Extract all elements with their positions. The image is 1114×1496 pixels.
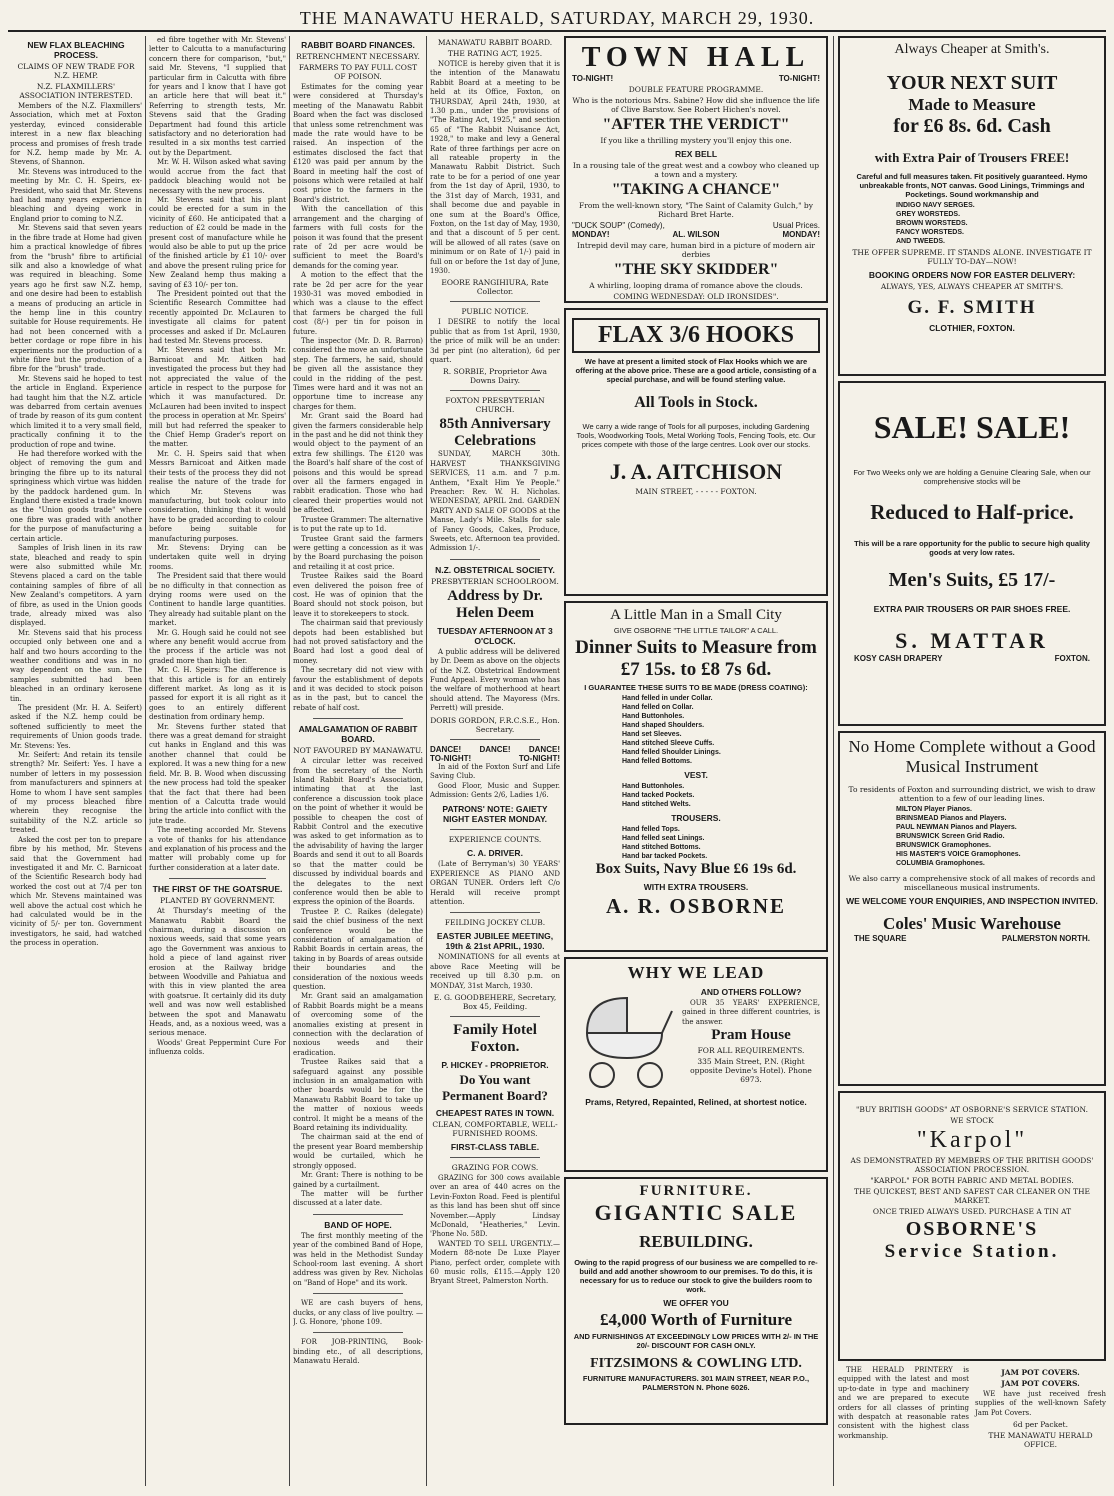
programme-label: DOUBLE FEATURE PROGRAMME. <box>628 85 764 94</box>
notice-signature: DORIS GORDON, F.R.C.S.E., Hon. Secretary. <box>430 715 560 734</box>
why-we-lead: WHY WE LEAD <box>627 963 765 982</box>
feature-item: Hand stitched Bottoms. <box>622 844 701 851</box>
feature-item: Hand tacked Pockets. <box>622 792 695 799</box>
cloth-item: BROWN WORSTEDS. <box>896 220 968 227</box>
service-station: Service Station. <box>884 1241 1060 1262</box>
article-paragraph: The secretary did not view with favour the establishment of depots and it was decided to stock poison as in the past, but to cancel the rebate of half cost. <box>293 666 423 712</box>
article-paragraph: The first monthly meeting of the year of the combined Band of Hope, was held in the Methodist Sunday School-room last evening. A short address was given by Rev. Nicholas on "Band of Hope" and its work. <box>293 1231 423 1287</box>
ad-text: OUR 35 YEARS' EXPERIENCE, gained in three different countries, is the answer. <box>682 999 820 1026</box>
notice-text: WANTED TO SELL URGENTLY.—Modern 88-note De Luxe Player Piano, perfect order, complete with 60 music rolls, £115.—Apply 120 Bryant Street, Palmerston North. <box>430 1239 560 1286</box>
printery-notice <box>838 1366 969 1451</box>
tools-title: All Tools in Stock. <box>634 394 758 411</box>
article-subheading: FARMERS TO PAY FULL COST OF POISON. <box>298 63 418 81</box>
article-heading: THE FIRST OF THE GOATSRUE. <box>152 884 283 895</box>
divider <box>450 559 540 560</box>
instrument-item: PAUL NEWMAN Pianos and Players. <box>896 824 1017 831</box>
advertiser-address: FURNITURE MANUFACTURERS. 301 MAIN STREET, NEAR P.O., PALMERSTON N. Phone 6026. <box>582 1374 810 1392</box>
article-paragraph: The matter will be further discussed at a later date. <box>293 1189 423 1208</box>
ad-text: WE WELCOME YOUR ENQUIRIES, AND INSPECTION INVITED. <box>846 896 1098 906</box>
jam-text: WE have just received fresh supplies of the well-known Safety Jam Pot Covers. <box>975 1390 1106 1417</box>
board-table: FIRST-CLASS TABLE. <box>450 1141 540 1152</box>
dance-header <box>430 745 560 754</box>
notice-signature: R. SORBIE, Proprietor Awa Downs Dairy. <box>443 367 547 386</box>
hotel-proprietor: P. HICKEY - PROPRIETOR. <box>441 1059 549 1070</box>
column-divider <box>145 36 146 1486</box>
advertiser-name: A. R. OSBORNE <box>605 894 787 918</box>
divider <box>450 1157 540 1158</box>
furniture-worth: £4,000 Worth of Furniture <box>599 1310 793 1329</box>
article-paragraph: Mr. Stevens said that seven years in the fibre trade at Home had given him a practical knowledge of fibres from the "brush" fibre to artificial silk and also a knowledge of what was required in bleaching. Some years ago he first saw N.Z. hemp, and one desire had been to establish a means of producing an article in the hemp line in this country suitable for House requirements. He had not been concerned with a better cordage or rope fibre in his experiments nor the production of a white fibre but the production of a fibre for the "brush" trade. <box>10 224 142 374</box>
article-paragraph: Mr. C. H. Speirs: The difference is that this article is for an entirely different market. As long as it is passed for export it is all right as it goes to an entirely different destination from ordinary hemp. <box>149 666 286 722</box>
film-description: A whirling, looping drama of romance above the clouds. <box>589 281 803 290</box>
dinner-suits: Dinner Suits to Measure from £7 15s. to £8 7s 6d. <box>575 637 817 680</box>
masthead: THE MANAWATU HERALD, SATURDAY, MARCH 29, 1930. <box>299 8 815 28</box>
article-paragraph: A motion to the effect that the rate be 2d per acre for the year 1930-31 was moved embodied in which was a clause to the effect that farmers be charged the full cost (8/-) per tin for poison in future. <box>293 271 423 336</box>
suit-price: for £6 8s. 6d. Cash <box>893 115 1051 137</box>
herald-office: THE MANAWATU HERALD OFFICE. <box>988 1431 1093 1450</box>
notice-subheading: THE RATING ACT, 1925. <box>447 49 543 58</box>
advertiser-name: J. A. AITCHISON <box>609 459 783 484</box>
monday-label: MONDAY! <box>572 230 610 239</box>
address-title: Address by Dr. Helen Deem <box>447 587 543 621</box>
article-paragraph: Mr. Stevens said that his process occupied only between one and a half and two hours according to the weather conditions and was in no way dependent on the sun. The samples submitted had been bleached in an ordinary kerosene tin. <box>10 628 142 703</box>
instrument-item: BRUNSWICK Screen Grid Radio. <box>896 833 1005 840</box>
article-paragraph: A circular letter was received from the secretary of the North Island Rabbit Board's Association, intimating that at the last conference a discussion took place on the point of whether it would be possible to cheapen the cost of Rabbit Control and the executive was asked to get information as to the advisability of having the larger Boards and send it out to all Boards so that the matter could be discussed by individual boards and the delegates to the next conference would then be able to express the opinion of the Boards. <box>293 757 423 907</box>
column-divider <box>833 36 834 1486</box>
ad-text: BOOKING ORDERS NOW FOR EASTER DELIVERY: <box>868 270 1076 280</box>
article-paragraph: Mr. Grant: There is nothing to be gained by a curtailment. <box>293 1171 423 1189</box>
store-location: THE SQUARE <box>854 934 907 943</box>
column-4 <box>430 36 560 1486</box>
trouser-features <box>572 825 820 861</box>
divider <box>450 1016 540 1017</box>
cloth-item: FANCY WORSTEDS. <box>896 229 964 236</box>
notice-time: TUESDAY AFTERNOON AT 3 O'CLOCK. <box>437 625 553 646</box>
tonight-label: TO-NIGHT! <box>518 753 560 763</box>
coming-attraction: COMING WEDNESDAY: OLD IRONSIDES". <box>613 292 779 301</box>
ad-text: We carry a wide range of Tools for all purposes, including Gardening Tools, Woodworking Tools, Metal Working Tools, Fencing Tools, etc. Our prices compete with those of the large centres. Look over our stocks. <box>576 422 816 449</box>
notice-text: Good Floor, Music and Supper. Admission: Gents 2/6, Ladies 1/6. <box>430 781 560 799</box>
instrument-item: COLUMBIA Gramophones. <box>896 860 985 867</box>
feature-item: Hand felled in under Collar. <box>622 695 713 702</box>
ad-tagline: Always Cheaper at Smith's. <box>894 42 1050 57</box>
article-paragraph: Members of the N.Z. Flaxmillers' Association, which met at Foxton yesterday, evinced considerable interest in a new flax bleaching process and promises of fresh trade for N.Z. hemp made by Mr. A. Stevens, of Shannon. <box>10 102 142 167</box>
ad-text: For Two Weeks only we are holding a Genuine Clearing Sale, when our comprehensive stocks will be <box>853 468 1091 486</box>
ad-text: AS DEMONSTRATED BY MEMBERS OF THE BRITISH GOODS' ASSOCIATION PROCESSION. <box>850 1156 1094 1174</box>
store-town: FOXTON. <box>1054 654 1090 663</box>
box-suits: Box Suits, Navy Blue £6 19s 6d. <box>595 861 797 877</box>
flax-hooks-title: FLAX 3/6 HOOKS <box>572 318 820 353</box>
instrument-item: HIS MASTER'S VOICE Gramophones. <box>896 851 1021 858</box>
ad-text: Prams, Retyred, Repainted, Relined, at shortest notice. <box>585 1097 807 1107</box>
film-title: "TAKING A CHANCE" <box>611 181 781 198</box>
actor-name: AL. WILSON <box>672 230 720 239</box>
notice-heading: PUBLIC NOTICE. <box>461 307 529 317</box>
ad-text: We also carry a comprehensive stock of all makes of records and miscellaneous musical instruments. <box>848 874 1096 892</box>
notice-text: NOMINATIONS for all events at above Race Meeting will be received up till 8.30 p.m. on MONDAY, 31st March, 1930. <box>430 953 560 990</box>
notice-text: NOTICE is hereby given that it is the intention of the Manawatu Rabbit Board at a meeting to be held at its Office, Foxton, on THURSDAY, April 24th, 1930, at 1.30 p.m., under the provisions of "The Rating Act, 1925," and section 65 of "The Rabbit Nuisance Act, 1928," to make and levy a General Rate of three farthings per acre on all rateable property in the Manawatu Rabbit District. Such rate to be for a period of one year from the 1st day of April, 1930, to the 31st day of March, 1931, and shall become due and payable in one sum at the Board's Office, Foxton, on the 1st day of May, 1930, and that a discount of 5 per cent. will be allowed of all rates (save on minimum or on Rate of 1/-) paid in full on or before the 1st day of June, 1930. <box>430 60 560 275</box>
pram-house-ad <box>564 957 828 1172</box>
ad-text: Owing to the rapid progress of our business we are compelled to re-build and add another showroom to our premises. To do this, it is necessary for us to reduce our stock to give the builders room to work. <box>574 1258 818 1294</box>
karpol-ad <box>838 1091 1106 1361</box>
notice-text: SUNDAY, MARCH 30th. HARVEST THANKSGIVING SERVICES, 11 a.m. and 7 p.m. Anthem, "Exalt Him Ye People." Preacher: Rev. W. H. Nicholas. WEDNESDAY, APRIL 2nd. GARDEN PARTY AND SALE OF GOODS at the Manse, Lady's Mile. Stalls for sale of Fancy Goods, Cakes, Produce, Sweets, etc. Afternoon tea provided. Admission 1/-. <box>430 450 560 553</box>
article-paragraph: With the cancellation of this arrangement and the charging of farmers with full costs for the poison it was found that the present rate of 2d per acre would be sufficient to meet the Board's demands for the coming year. <box>293 205 423 270</box>
driver-name: C. A. DRIVER. <box>467 848 523 859</box>
divider <box>450 829 540 830</box>
gigantic-sale: GIGANTIC SALE <box>594 1200 798 1225</box>
feature-item: Hand felled seat Linings. <box>622 835 705 842</box>
board-rooms: CLEAN, COMFORTABLE, WELL-FURNISHED ROOMS. <box>432 1119 558 1138</box>
article-paragraph: The chairman said at the end of the present year Board membership would be curtailed, which he strongly opposed. <box>293 1133 423 1170</box>
article-paragraph: The inspector (Mr. D. R. Barron) considered the move an unfortunate step. The farmers, he said, should be given all the assistance they could in the ridding of the pest. Times were hard and it was not an opportune time to increase any charges for them. <box>293 336 423 411</box>
ad-text: AND FURNISHINGS AT EXCEEDINGLY LOW PRICES WITH 2/- IN THE 20/- DISCOUNT FOR CASH ONLY. <box>573 1332 819 1350</box>
feature-item: Hand felled on Collar. <box>622 704 694 711</box>
divider <box>313 718 403 719</box>
dance-label: DANCE! <box>528 744 560 754</box>
board-title: Do You want Permanent Board? <box>442 1071 548 1103</box>
ad-text: WE OFFER YOU <box>663 1298 729 1308</box>
suit-subline: Made to Measure <box>908 95 1036 114</box>
vest-features <box>572 782 820 809</box>
divider <box>450 301 540 302</box>
advertiser-name: S. MATTAR <box>895 628 1049 653</box>
divider <box>313 1332 403 1333</box>
ad-text: FOR ALL REQUIREMENTS. <box>697 1046 805 1056</box>
rebuilding: REBUILDING. <box>639 1232 753 1251</box>
article-heading: AMALGAMATION OF RABBIT BOARD. <box>298 724 418 745</box>
cloth-list <box>846 201 1098 246</box>
ad-text: Careful and full measures taken. Fit positively guaranteed. Hymo unbreakable fronts, NOT canvas. Good Linings, Trimmings and Pocketings. Sound workmanship and <box>856 172 1088 199</box>
furniture-sale-ad <box>564 1177 828 1425</box>
divider <box>450 390 540 391</box>
bottom-notices <box>838 1366 1106 1451</box>
article-paragraph: Mr. W. H. Wilson asked what saving would accrue from the fact that paddock bleaching would not be necessary with the new process. <box>149 158 286 195</box>
actor-name: REX BELL <box>674 149 718 159</box>
notice-text: I DESIRE to notify the local public that as from 1st April, 1930, the price of milk will be an under: 3d per pint (no alteration), 6d per quart. <box>430 318 560 364</box>
notice-subheading: PRESBYTERIAN SCHOOLROOM. <box>431 576 559 586</box>
classified-ad: FOR JOB-PRINTING, Book-binding etc., of all descriptions, Manawatu Herald. <box>293 1338 423 1366</box>
feature-item: Hand stitched Sleeve Cuffs. <box>622 740 715 747</box>
divider <box>313 1293 403 1294</box>
vest-label: VEST. <box>684 770 708 780</box>
article-paragraph: At Thursday's meeting of the Manawatu Rabbit Board the chairman, during a discussion on noxious weeds, said that some years ago the Government was anxious to hold a piece of land against river erosion at the Railway bridge between Woodville and Pahiatua and with this in view planted the area with goatsrue. It certainly did its duty well and was now well established between the spot and Manawatu Heads, and, as a noxious weed, was a serious menace. <box>149 907 286 1038</box>
article-heading: RABBIT BOARD FINANCES. <box>301 40 415 50</box>
prices-label: Usual Prices. <box>772 221 820 230</box>
article-paragraph: The President pointed out that the Scientific Research Committee had recently appointed Dr. McLauren to investigate all claims for patent processes and asked if Dr. McLauren had tested Mr. Stevens process. <box>149 289 286 345</box>
coles-music-ad <box>838 731 1106 1086</box>
pram-illustration-icon <box>572 983 682 1093</box>
article-paragraph: Trustee Raikes said that a safeguard against any possible inclusion in an amalgamation with other boards would be for the Manawatu Rabbit Board to take up the matter of noxious weeds control. It might be a means of the Board retaining its individuality. <box>293 1058 423 1133</box>
comedy-title: "DUCK SOUP" (Comedy), <box>572 221 665 230</box>
column-2 <box>149 36 286 1486</box>
classified-ad: WE are cash buyers of hens, ducks, or any class of live poultry. —J. G. Honore, 'phone 109. <box>293 1299 423 1326</box>
patrons-note: PATRONS' NOTE: GAIETY NIGHT EASTER MONDAY. <box>442 804 548 825</box>
notice-heading: MANAWATU RABBIT BOARD. <box>437 38 553 47</box>
advertiser-address: 335 Main Street, P.N. (Right opposite Devine's Hotel). Phone 6973. <box>690 1057 812 1085</box>
jam-heading: JAM POT COVERS. <box>1001 1379 1080 1388</box>
feature-item: Hand bar tacked Pockets. <box>622 853 708 860</box>
notice-text: (Late of Berryman's) 30 YEARS' EXPERIENCE AS PIANO AND ORGAN TUNER. Orders left C/o Herald will receive prompt attention. <box>430 860 560 906</box>
guarantee-text: I GUARANTEE THESE SUITS TO BE MADE (DRESS COATING): <box>584 683 808 692</box>
feature-item: Hand stitched Welts. <box>622 801 691 808</box>
ad-text: This will be a rare opportunity for the public to secure high quality goods at very low rates. <box>854 539 1090 557</box>
notice-heading: EXPERIENCE COUNTS. <box>448 835 542 845</box>
instrument-list <box>846 805 1098 868</box>
store-town: PALMERSTON NORTH. <box>1001 934 1090 943</box>
advertiser-name: G. F. SMITH <box>907 297 1037 318</box>
dance-label: DANCE! <box>479 744 511 754</box>
article-paragraph: Mr. G. Hough said he could not see where any benefit would accrue from the process if the article was not graded more than high tier. <box>149 628 286 665</box>
article-paragraph: ed fibre together with Mr. Stevens' letter to Calcutta to a manufacturing concern there for comparison, "but," said Mr. Stevens, "I supplied that particular firm in Calcutta with fibre for years and I know that I have got an article here that will beat it." Referring to strength tests, Mr. Stevens said that the Grading Department had found this article satisfactory and no deterioration had resulted in a six months test carried out by the Department. <box>149 36 286 157</box>
sale-headline: SALE! SALE! <box>873 409 1071 445</box>
advertiser-address: CLOTHIER, FOXTON. <box>929 323 1015 333</box>
article-heading: BAND OF HOPE. <box>324 1219 392 1230</box>
furniture-label: FURNITURE. <box>639 1183 753 1199</box>
article-subheading: PLANTED BY GOVERNMENT. <box>160 896 275 906</box>
column-5 <box>564 36 828 1486</box>
feature-item: Hand Buttonholes. <box>622 713 685 720</box>
music-headline: No Home Complete without a Good Musical Instrument <box>848 737 1096 776</box>
article-paragraph: Mr. Stevens was introduced to the meeting by Mr. C. H. Speirs, ex-President, who said that Mr. Stevens had had many years experience in bleaching and dyeing work in England prior to coming to N.Z. <box>10 167 142 223</box>
ad-text: We have at present a limited stock of Flax Hooks which we are offering at the above price. These are a good article, consisting of a special purchase, and will be found sterling value. <box>575 357 817 384</box>
trousers-label: TROUSERS. <box>671 813 721 823</box>
instrument-item: MILTON Player Pianos. <box>896 806 972 813</box>
film-description: If you like a thrilling mystery you'll enjoy this one. <box>600 136 792 145</box>
advertiser-name: OSBORNE'S <box>905 1218 1039 1240</box>
feature-item: Hand Buttonholes. <box>622 783 685 790</box>
notice-text: GRAZING for 300 cows available over an area of 440 acres on the Levin-Foxton Road. Feed is plentiful as this land has been shut off since November.—Apply Lindsay McDonald, "Heatheries," Levin. 'Phone No. 58D. <box>430 1173 560 1239</box>
feature-item: Hand felled Tops. <box>622 826 680 833</box>
article-paragraph: Mr. Stevens said he hoped to test the article in England. Experience had taught him that the N.Z. article was debarred from certain avenues of trade by reason of its gum content which limited it to a very small field, practically confining it to the production of rope and twine. <box>10 374 142 449</box>
notice-text: A public address will be delivered by Dr. Deem as above on the objects of the N.Z. Obstetrical Endowment Fund Appeal. Every woman who has the welfare of motherhood at heart should attend. The Mayoress (Mrs. Perrett) will preside. <box>430 647 560 713</box>
feature-item: Hand felled Shoulder Linings. <box>622 749 721 756</box>
notice-heading: FOXTON PRESBYTERIAN CHURCH. <box>445 396 545 415</box>
film-description: In a rousing tale of the great west and a cowboy who cleaned up a town and a mystery. <box>572 161 820 179</box>
masthead-rule <box>8 30 1106 32</box>
film-description: Who is the notorious Mrs. Sabine? How did she influence the life of Clive Barstow. See Robert Hichen's novel. <box>572 96 820 114</box>
instrument-item: BRUNSWICK Gramophones. <box>896 842 991 849</box>
ad-text: THE OFFER SUPREME. IT STANDS ALONE. INVESTIGATE IT FULLY TO-DAY—NOW! <box>852 248 1092 266</box>
divider <box>169 878 266 879</box>
advertiser-address <box>846 654 1098 663</box>
anniversary-title: 85th Anniversary Celebrations <box>439 416 551 450</box>
trousers-free: with Extra Pair of Trousers FREE! <box>874 150 1070 165</box>
monday-row <box>572 230 820 239</box>
ad-text: ALWAYS, YES, ALWAYS CHEAPER AT SMITH'S. <box>880 282 1064 291</box>
column-6 <box>838 36 1106 1486</box>
advertiser-address <box>846 934 1098 943</box>
flax-hooks-ad <box>564 308 828 596</box>
article-subheading: NOT FAVOURED BY MANAWATU. <box>293 746 423 756</box>
ad-text: To residents of Foxton and surrounding district, we wish to draw attention to a few of our leading lines. <box>848 785 1096 803</box>
coat-features <box>572 694 820 766</box>
ad-text: WE STOCK <box>950 1116 994 1125</box>
reduced-headline: Reduced to Half-price. <box>870 500 1074 524</box>
town-hall-ad <box>564 36 828 303</box>
tonight-label: TO-NIGHT! <box>430 753 472 763</box>
article-paragraph: Estimates for the coming year were considered at Thursday's meeting of the Manawatu Rabbit Board when the fact was disclosed that unless some retrenchment was made the rate would have to be raised. An inspection of the estimates disclosed the fact that £120 was paid per annum by the Board in meeting half the cost of poisons which were retailed at half cost price to the farmers in the Board's district. <box>293 83 423 204</box>
article-paragraph: Mr. C. H. Speirs said that when Messrs Barnicoat and Aitken made their tests of the process they did not realise the nature of the trade for which Mr. Stevens was manufacturing, but took colour into consideration, thinking that it would have to be graded according to colour before being suitable for manufacturing purposes. <box>149 449 286 543</box>
article-paragraph: He had therefore worked with the object of removing the gum and bringing the fibre up to its natural springiness which virtue was hidden by the paddock hardened gum. In England there existed a trade known as the "Union goods trade" where one fibre was graded with another for the purpose of manufacturing a certain article. <box>10 450 142 543</box>
mens-suits: Men's Suits, £5 17/- <box>888 569 1056 591</box>
column-3 <box>293 36 423 1486</box>
mattar-sale-ad <box>838 381 1106 726</box>
karpol-title: "Karpol" <box>916 1127 1028 1153</box>
jam-price: 6d per Packet. <box>1013 1420 1068 1430</box>
column-1 <box>10 36 142 1486</box>
divider <box>450 739 540 740</box>
divider <box>450 912 540 913</box>
notice-signature: E. G. GOODBEHERE, Secretary, Box 45, Feilding. <box>433 992 557 1011</box>
tonight-label: TO-NIGHT! <box>778 74 820 83</box>
cloth-item: INDIGO NAVY SERGES. <box>896 202 975 209</box>
article-paragraph: Mr. Grant said the Board had given the farmers considerable help in the past and he did not think they would object to the payment of an extra few shillings. The £120 was the Board's half share of the cost of poisons and this would be spread over all the farmers engaged in rabbit eradication. Those who had cleared their properties would not be affected. <box>293 412 423 515</box>
tonight-row <box>572 74 820 83</box>
hotel-title: Family Hotel Foxton. <box>453 1021 537 1055</box>
town-hall-title: TOWN HALL <box>581 42 811 73</box>
jam-heading: JAM POT COVERS. <box>1001 1368 1080 1377</box>
notice-subheading: EASTER JUBILEE MEETING, 19th & 21st APRIL, 1930. <box>436 931 554 952</box>
article-subheading: CLAIMS OF NEW TRADE FOR N.Z. HEMP. <box>17 62 135 80</box>
notice-text: In aid of the Foxton Surf and Life Saving Club. <box>430 762 560 781</box>
instrument-item: BRINSMEAD Pianos and Players. <box>896 815 1007 822</box>
comedy-row <box>572 221 820 230</box>
dance-label: DANCE! <box>430 744 462 754</box>
notice-heading: N.Z. OBSTETRICAL SOCIETY. <box>435 564 555 575</box>
article-subheading: N.Z. FLAXMILLERS' ASSOCIATION INTERESTED. <box>19 82 133 100</box>
suit-headline: YOUR NEXT SUIT <box>886 72 1058 94</box>
pram-text <box>682 983 820 1093</box>
article-paragraph: Mr. Stevens said that both Mr. Barnicoat and Mr. Aitken had investigated the process but they had not appreciated the value of the article in respect to the purpose for which it was manufactured. Dr. McLauren had been invited to inspect the process in operation at Mr. Speirs' mill but had referred the speaker to the Chief Hemp Grader's report on the matter. <box>149 346 286 449</box>
feature-item: Hand shaped Shoulders. <box>622 722 705 729</box>
ad-text: EXTRA PAIR TROUSERS OR PAIR SHOES FREE. <box>873 604 1071 614</box>
ad-text: "BUY BRITISH GOODS" AT OSBORNE'S SERVICE STATION. <box>855 1105 1089 1114</box>
cloth-item: AND TWEEDS. <box>896 238 945 245</box>
monday-label: MONDAY! <box>782 230 820 239</box>
ad-text: AND OTHERS FOLLOW? <box>700 987 802 997</box>
advertiser-address: MAIN STREET, - - - - - FOXTON. <box>635 487 757 496</box>
store-name: KOSY CASH DRAPERY <box>854 654 943 663</box>
article-paragraph: Asked the cost per ton to prepare fibre by his method, Mr. Stevens said that the Government had investigated it and Mr. C. Barnicoat of the Scientific Research body had worked the cost out at 7/4 per ton which Mr. Stevens maintained was well above the actual cost which he had calculated would be in the vicinity of 5/- per ton. Government investigators, he said, had watched the process in operation. <box>10 835 142 948</box>
notice-heading: GRAZING FOR COWS. <box>451 1162 539 1172</box>
divider <box>313 1214 403 1215</box>
ad-text: ONCE TRIED ALWAYS USED. PURCHASE A TIN AT <box>872 1207 1072 1216</box>
tailor-subline: GIVE OSBORNE "THE LITTLE TAILOR" A CALL. <box>613 626 779 635</box>
article-paragraph: Woods' Great Peppermint Cure For influenza colds. <box>149 1038 286 1057</box>
extra-trousers: WITH EXTRA TROUSERS. <box>643 882 749 892</box>
feature-item: Hand set Sleeves. <box>622 731 682 738</box>
article-paragraph: Mr. Grant said an amalgamation of Rabbit Boards might be a means of overcoming some of the anomalies existing at present in connection with the declaration of noxious weeds and their eradication. <box>293 992 423 1057</box>
article-paragraph: The President said that there would be no difficulty in that connection as drying rooms were used on the Continent to handle large quantities. They already had suitable plant on the market. <box>149 572 286 628</box>
article-paragraph: The chairman said that previously depots had been established but had not proved satisfactory and the Board had lost a good deal of money. <box>293 619 423 665</box>
ad-text: "KARPOL" FOR BOTH FABRIC AND METAL BODIES. <box>870 1176 1074 1185</box>
ad-text: THE QUICKEST, BEST AND SAFEST CAR CLEANER ON THE MARKET. <box>853 1187 1091 1205</box>
advertiser-name: FITZSIMONS & COWLING LTD. <box>590 1356 802 1371</box>
jam-pot-notice <box>975 1366 1106 1451</box>
advertiser-name: Coles' Music Warehouse <box>883 914 1061 933</box>
board-rates: CHEAPEST RATES IN TOWN. <box>435 1107 555 1118</box>
article-paragraph: Mr. Stevens said that his plant could be erected for a sum in the vicinity of £60. He anticipated that a reduction of £2 could be made in the present cost of manufacture while he would also be able to put up the price of the finished article by £1 10/- over and above the present ruling price for New Zealand hemp thus making a saving of £3 10/- per ton. <box>149 195 286 289</box>
article-paragraph: Mr. Stevens: Drying can be undertaken quite well in drying rooms. <box>149 543 286 571</box>
article-paragraph: Trustee Grant said the farmers were getting a concession as it was by the Board purchasing the poison and retailing it at cost price. <box>293 534 423 571</box>
film-description: Intrepid devil may care, human bird in a picture of modern air derbies <box>577 241 815 259</box>
column-divider <box>289 36 290 1486</box>
pram-house-title: Pram House <box>711 1027 791 1044</box>
article-paragraph: Trustee P. C. Raikes (delegate) said the chief business of the next conference would be the consideration of amalgamation of Rabbit Boards in certain areas, the taking in by Boards of areas outside their boundaries and the consideration of the noxious weeds question. <box>293 907 423 991</box>
article-paragraph: Samples of Irish linen in its raw state, bleached and ready to spin were also submitted while Mr. Stevens placed a card on the table containing samples of fibre of all New Zealand's competitors. A yarn of fibre, as used in the Union goods trade, already mixed was also displayed. <box>10 544 142 628</box>
column-divider <box>426 36 427 1486</box>
film-title: "AFTER THE VERDICT" <box>602 116 790 133</box>
printery-text: THE HERALD PRINTERY is equipped with the latest and most up-to-date in type and machinery and we are prepared to execute orders for all classes of printing with despatch at reasonable rates consistent with the highest class workmanship. <box>838 1366 969 1440</box>
osborne-tailor-ad <box>564 601 828 952</box>
notice-heading: FEILDING JOCKEY CLUB. <box>444 918 546 928</box>
article-paragraph: Trustee Raikes said the Board even delivered the poison free of cost. He was of opinion that the Board should not stock poison, but leave it to storekeepers to stock. <box>293 572 423 618</box>
film-description: From the well-known story, "The Saint of Calamity Gulch," by Richard Bret Harte. <box>579 201 813 219</box>
tonight-label: TO-NIGHT! <box>572 74 614 83</box>
tonight-row <box>430 754 560 763</box>
article-paragraph: Mr. Seifert: And retain its tensile strength? Mr. Seifert: Yes. I have a number of letters in my possession from manufacturers and spinners at Home to whom I have sent samples of my process bleached fibre wherein they recognise the suitability of the N.Z. article so treated. <box>10 751 142 835</box>
tailor-headline: A Little Man in a Small City <box>610 607 782 623</box>
article-subheading: RETRENCHMENT NECESSARY. <box>296 52 420 61</box>
feature-item: Hand felled Bottoms. <box>622 758 693 765</box>
film-title: "THE SKY SKIDDER" <box>613 261 779 278</box>
pram-body <box>572 983 820 1093</box>
article-paragraph: The meeting accorded Mr. Stevens a vote of thanks for his attendance and explanation of his process and the matter will probably come up for further consideration at a later date. <box>149 826 286 872</box>
cloth-item: GREY WORSTEDS. <box>896 211 961 218</box>
article-paragraph: Trustee Grammer: The alternative is to put the rate up to 1d. <box>293 515 423 534</box>
article-paragraph: Mr. Stevens further stated that there was a great demand for straight cut hanks in England and this was another channel that could be explored. It was a new thing for a new field. Mr. B. B. Wood when discussing the new process had told the speaker that the fact that there had been mention of a Calcutta trade would bring the article into conflict with the jute trade. <box>149 722 286 825</box>
smith-suit-ad <box>838 36 1106 376</box>
article-heading: NEW FLAX BLEACHING PROCESS. <box>27 40 125 60</box>
article-paragraph: The president (Mr. H. A. Seifert) asked if the N.Z. hemp could be softened sufficiently to meet the requirements of Union goods trade. Mr. Stevens: Yes. <box>10 704 142 750</box>
notice-signature: EOORE RANGIHIURA, Rate Collector. <box>441 278 549 297</box>
